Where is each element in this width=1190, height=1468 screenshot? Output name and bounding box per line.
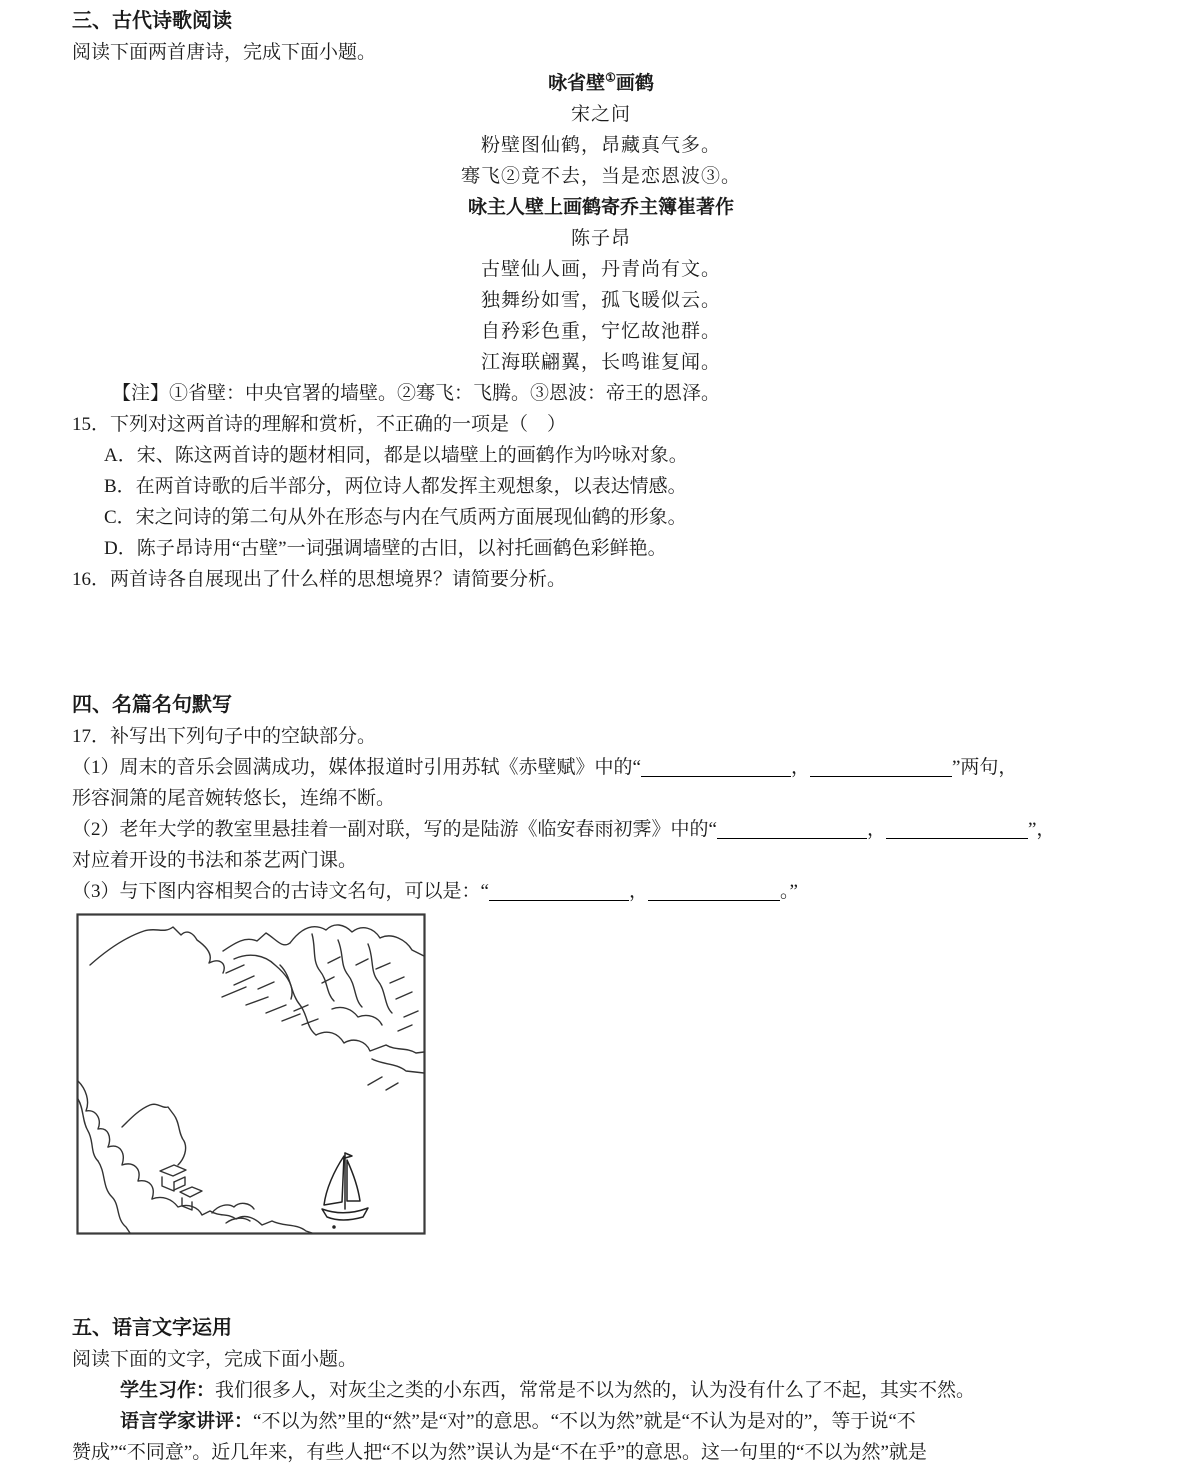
student-essay-paragraph — [72, 1375, 1130, 1406]
poem2-line: 独舞纷如雪，孤飞暖似云。 — [480, 290, 721, 311]
answer-blank — [717, 838, 867, 839]
section3-heading: 三、古代诗歌阅读 — [72, 10, 232, 32]
item-2-text: （2）老年大学的教室里悬挂着一副对联，写的是陆游《临安春雨初霁》中的“ — [72, 819, 717, 840]
question-17-item-1-cont: 形容洞箫的尾音婉转悠长，连绵不断。 — [72, 788, 396, 809]
question-15-stem: 15．下列对这两首诗的理解和赏析，不正确的一项是（ ） — [72, 414, 567, 435]
question-17-item-3 — [72, 876, 1130, 907]
mountains-drawing — [90, 925, 424, 1090]
poem1-title-main: 咏省壁 — [548, 73, 606, 94]
section5-intro: 阅读下面的文字，完成下面小题。 — [72, 1349, 358, 1370]
item-1-text: （1）周末的音乐会圆满成功，媒体报道时引用苏轼《赤壁赋》中的“ — [72, 757, 641, 778]
linguist-comment-label: 语言学家讲评： — [120, 1411, 254, 1432]
student-essay-label: 学生习作： — [120, 1380, 216, 1401]
poem-footnotes: 【注】①省壁：中央官署的墙壁。②骞飞：飞腾。③恩波：帝王的恩泽。 — [112, 383, 721, 404]
landscape-figure — [76, 913, 1130, 1235]
poem1-title-tail: 画鹤 — [615, 73, 654, 94]
poem1-line: 骞飞②竟不去，当是恋恩波③。 — [460, 166, 741, 187]
question-15-option-c: C．宋之问诗的第二句从外在形态与内在气质两方面展现仙鹤的形象。 — [104, 507, 687, 528]
answer-blank — [641, 776, 791, 777]
poem1-author: 宋之问 — [570, 104, 631, 125]
section4-heading: 四、名篇名句默写 — [72, 694, 232, 716]
item-3-text: （3）与下图内容相契合的古诗文名句，可以是：“ — [72, 881, 489, 902]
item-3-tail: 。” — [779, 881, 798, 902]
linguist-comment-text: “不以为然”里的“然”是“对”的意思。“不以为然”就是“不认为是对的”，等于说“不 — [253, 1411, 916, 1432]
question-17-item-1 — [72, 752, 1130, 783]
section3-intro: 阅读下面两首唐诗，完成下面小题。 — [72, 42, 377, 63]
answer-blank — [648, 900, 780, 901]
question-17-item-2 — [72, 814, 1130, 845]
linguist-comment-continuation: 赞成”“不同意”。近几年来，有些人把“不以为然”误认为是“不在乎”的意思。这一句里的“不以为然”就是 — [72, 1442, 927, 1463]
question-15-option-d: D．陈子昂诗用“古壁”一词强调墙壁的古旧，以衬托画鹤色彩鲜艳。 — [104, 538, 667, 559]
answer-blank — [810, 776, 952, 777]
poem1-line: 粉壁图仙鹤，昂藏真气多。 — [480, 135, 721, 156]
cliff-houses-drawing — [78, 1081, 312, 1233]
poem1-title — [72, 68, 1130, 99]
poem2-line: 自矜彩色重，宁忆故池群。 — [480, 321, 721, 342]
poem2-author: 陈子昂 — [570, 228, 631, 249]
landscape-drawing — [76, 913, 426, 1235]
sailboat-drawing — [322, 1153, 368, 1228]
question-15-option-a: A．宋、陈这两首诗的题材相同，都是以墙壁上的画鹤作为吟咏对象。 — [104, 445, 688, 466]
question-16: 16．两首诗各自展现出了什么样的思想境界？请简要分析。 — [72, 569, 567, 590]
question-17-stem: 17．补写出下列句子中的空缺部分。 — [72, 726, 377, 747]
footnote-marker-1: ① — [605, 70, 616, 85]
answer-blank — [489, 900, 629, 901]
item-1-separator: ， — [790, 757, 810, 778]
poem2-line: 古壁仙人画，丹青尚有文。 — [480, 259, 721, 280]
question-17-item-2-cont: 对应着开设的书法和茶艺两门课。 — [72, 850, 358, 871]
student-essay-text: 我们很多人，对灰尘之类的小东西，常常是不以为然的，认为没有什么了不起，其实不然。 — [215, 1380, 976, 1401]
item-2-separator: ， — [866, 819, 886, 840]
poem2-title: 咏主人壁上画鹤寄乔主簿崔著作 — [467, 197, 734, 218]
answer-blank — [886, 838, 1028, 839]
poem2-line: 江海联翩翼，长鸣谁复闻。 — [480, 352, 721, 373]
item-2-tail: ”， — [1027, 819, 1056, 840]
item-3-separator: ， — [628, 881, 648, 902]
linguist-comment-paragraph — [72, 1406, 1130, 1437]
section5-heading: 五、语言文字运用 — [72, 1317, 232, 1339]
question-15-option-b: B．在两首诗歌的后半部分，两位诗人都发挥主观想象，以表达情感。 — [104, 476, 687, 497]
item-1-tail: ”两句， — [951, 757, 1018, 778]
